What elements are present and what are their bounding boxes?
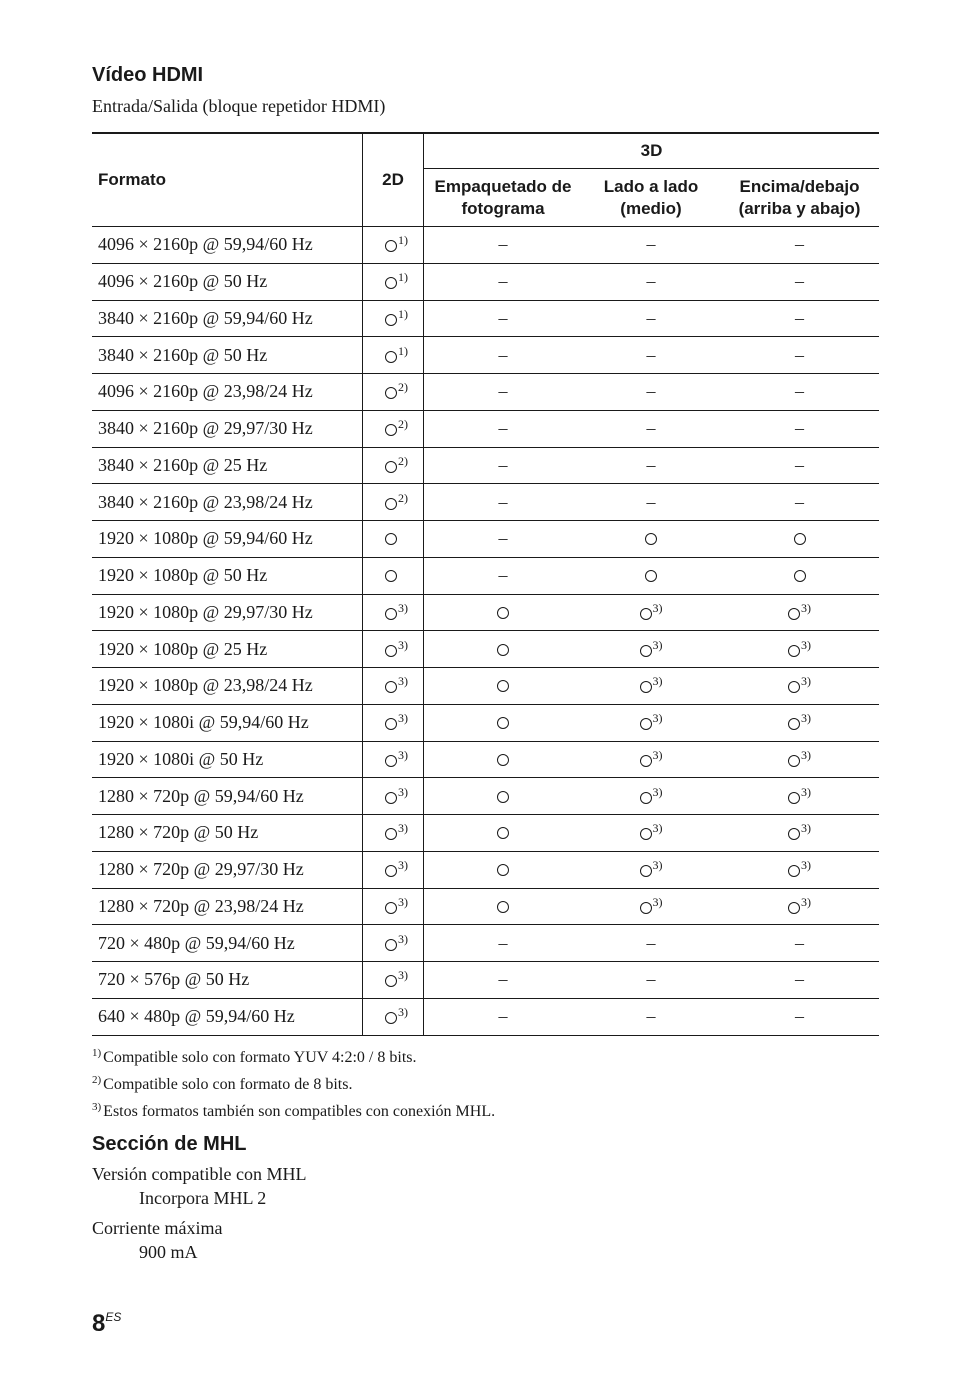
cell-format: 1920 × 1080p @ 25 Hz [92,631,363,668]
footnote-ref: 3) [801,674,811,689]
footnote-ref: 3) [652,858,663,873]
cell-top-bottom [720,925,879,962]
cell-format: 1280 × 720p @ 59,94/60 Hz [92,778,363,815]
cell-2d [363,668,424,705]
dash-mark: – [498,234,508,255]
cell-side-by-side [582,337,720,374]
circle-mark-icon [385,939,397,951]
circle-mark-icon [385,424,397,436]
circle-mark-icon [497,607,509,619]
circle-mark-icon [788,681,800,693]
footnote-ref: 3) [801,821,811,836]
dash-mark: – [646,307,656,328]
dash-mark: – [498,969,508,990]
circle-mark-icon [385,902,397,914]
cell-top-bottom [720,263,879,300]
dash-mark: – [498,307,508,328]
table-row [92,337,879,374]
cell-top-bottom [720,410,879,447]
page-language: ES [105,1310,122,1324]
cell-2d [363,410,424,447]
cell-frame-packing [424,300,583,337]
cell-frame-packing [424,410,583,447]
cell-format: 640 × 480p @ 59,94/60 Hz [92,998,363,1035]
footnote-ref: 3) [652,747,663,762]
cell-format: 1920 × 1080p @ 23,98/24 Hz [92,668,363,705]
circle-mark-icon [385,314,397,326]
cell-format: 3840 × 2160p @ 23,98/24 Hz [92,484,363,521]
cell-top-bottom [720,594,879,631]
cell-format: 720 × 480p @ 59,94/60 Hz [92,925,363,962]
footnote-ref: 3) [652,711,663,726]
cell-side-by-side [582,741,720,778]
table-row [92,594,879,631]
circle-mark-icon [385,792,397,804]
dash-mark: – [646,418,656,439]
circle-mark-icon [385,828,397,840]
section-subtitle: Entrada/Salida (bloque repetidor HDMI) [92,96,386,116]
dash-mark: – [646,932,656,953]
cell-top-bottom [720,374,879,411]
table-row [92,557,879,594]
footnote-text: Estos formatos también son compatibles con conexión MHL. [103,1103,496,1120]
circle-mark-icon [385,570,397,582]
table-row [92,925,879,962]
cell-frame-packing [424,668,583,705]
cell-2d [363,962,424,999]
dash-mark: – [498,454,508,475]
footnote-ref: 3) [801,637,811,652]
cell-top-bottom [720,668,879,705]
cell-2d [363,925,424,962]
footnote-ref: 3) [801,858,811,873]
cell-2d [363,484,424,521]
circle-mark-icon [497,864,509,876]
footnote-ref: 3) [652,784,663,799]
footnote-ref: 3) [801,600,811,615]
cell-2d [363,815,424,852]
dash-mark: – [498,1006,508,1027]
circle-mark-icon [497,680,509,692]
circle-mark-icon [788,645,800,657]
footnote-ref: 3) [652,674,663,689]
cell-top-bottom [720,521,879,558]
circle-mark-icon [788,902,800,914]
cell-format: 4096 × 2160p @ 59,94/60 Hz [92,227,363,264]
circle-mark-icon [788,828,800,840]
footnote-text: Compatible solo con formato de 8 bits. [103,1076,353,1093]
footnote-ref: 1) [398,306,408,321]
cell-frame-packing [424,521,583,558]
cell-frame-packing [424,631,583,668]
circle-mark-icon [385,351,397,363]
footnote-text: Compatible solo con formato YUV 4:2:0 / 8 bits. [103,1049,417,1066]
circle-mark-icon [385,277,397,289]
cell-top-bottom [720,557,879,594]
hdmi-format-table [92,132,879,1036]
cell-2d [363,631,424,668]
circle-mark-icon [788,608,800,620]
footnote-ref: 2) [398,453,408,468]
footnote-ref: 3) [398,784,408,799]
cell-top-bottom [720,447,879,484]
cell-top-bottom [720,851,879,888]
cell-top-bottom [720,704,879,741]
table-row [92,741,879,778]
footnote-ref: 3) [801,894,811,909]
spec-label-max-current: Corriente máxima [92,1218,223,1238]
table-row [92,300,879,337]
circle-mark-icon [385,718,397,730]
table-row [92,447,879,484]
cell-frame-packing [424,815,583,852]
circle-mark-icon [385,975,397,987]
circle-mark-icon [385,498,397,510]
dash-mark: – [498,381,508,402]
circle-mark-icon [497,717,509,729]
footnote-ref: 2) [398,417,408,432]
table-row [92,631,879,668]
header-side-by-side [582,169,720,227]
table-row [92,374,879,411]
header-top-bottom-line1: Encima/debajo [739,176,860,196]
circle-mark-icon [788,792,800,804]
dash-mark: – [498,418,508,439]
circle-mark-icon [794,533,806,545]
footnote-ref: 3) [801,747,811,762]
dash-mark: – [795,1006,804,1027]
circle-mark-icon [788,718,800,730]
cell-format: 1920 × 1080p @ 29,97/30 Hz [92,594,363,631]
circle-mark-icon [497,827,509,839]
circle-mark-icon [640,828,652,840]
dash-mark: – [795,344,804,365]
cell-2d [363,704,424,741]
circle-mark-icon [385,865,397,877]
circle-mark-icon [385,1012,397,1024]
cell-2d [363,888,424,925]
cell-side-by-side [582,668,720,705]
table-body [92,227,879,1036]
cell-2d [363,300,424,337]
cell-2d [363,741,424,778]
dash-mark: – [646,969,656,990]
footnote-ref: 3) [398,600,408,615]
cell-frame-packing [424,594,583,631]
circle-mark-icon [640,608,652,620]
circle-mark-icon [645,570,657,582]
footnote-2 [92,1069,495,1096]
cell-2d [363,227,424,264]
cell-top-bottom [720,815,879,852]
footnote-ref: 3) [398,1005,408,1020]
circle-mark-icon [788,755,800,767]
circle-mark-icon [497,644,509,656]
header-frame-packing [424,169,583,227]
cell-side-by-side [582,484,720,521]
cell-format: 1280 × 720p @ 23,98/24 Hz [92,888,363,925]
dash-mark: – [646,234,656,255]
footnote-ref: 3) [398,674,408,689]
table-row [92,998,879,1035]
header-top-bottom-line2: (arriba y abajo) [738,198,861,218]
spec-value-mhl-version: Incorpora MHL 2 [139,1188,267,1208]
footnotes [92,1042,495,1123]
header-side-by-side-line2: (medio) [620,198,682,218]
circle-mark-icon [497,901,509,913]
cell-format: 1920 × 1080p @ 59,94/60 Hz [92,521,363,558]
cell-frame-packing [424,962,583,999]
cell-top-bottom [720,631,879,668]
header-2d: 2D [363,133,424,227]
page-number-digit: 8 [92,1310,106,1337]
cell-format: 3840 × 2160p @ 59,94/60 Hz [92,300,363,337]
cell-format: 1920 × 1080p @ 50 Hz [92,557,363,594]
cell-side-by-side [582,851,720,888]
table-row [92,263,879,300]
circle-mark-icon [640,755,652,767]
circle-mark-icon [640,792,652,804]
dash-mark: – [646,344,656,365]
dash-mark: – [795,381,804,402]
circle-mark-icon [385,387,397,399]
cell-frame-packing [424,337,583,374]
dash-mark: – [498,344,508,365]
cell-side-by-side [582,410,720,447]
spec-value-max-current: 900 mA [139,1242,198,1262]
footnote-ref: 3) [652,637,663,652]
cell-2d [363,998,424,1035]
dash-mark: – [646,454,656,475]
footnote-ref: 3) [398,637,408,652]
dash-mark: – [498,932,508,953]
dash-mark: – [795,271,804,292]
dash-mark: – [498,271,508,292]
footnote-ref: 3) [398,894,408,909]
cell-2d [363,778,424,815]
footnote-ref: 3) [398,931,408,946]
circle-mark-icon [385,533,397,545]
footnote-ref: 3) [652,600,663,615]
dash-mark: – [498,491,508,512]
cell-frame-packing [424,227,583,264]
footnote-ref: 2) [398,490,408,505]
cell-side-by-side [582,263,720,300]
cell-side-by-side [582,521,720,558]
cell-frame-packing [424,484,583,521]
circle-mark-icon [497,791,509,803]
section-title-video-hdmi: Vídeo HDMI [92,64,204,86]
footnote-mark: 3) [92,1101,102,1113]
cell-frame-packing [424,851,583,888]
table-row [92,851,879,888]
circle-mark-icon [788,865,800,877]
footnote-ref: 1) [398,270,408,285]
footnote-1 [92,1042,495,1069]
table-row [92,888,879,925]
spec-label-mhl-version: Versión compatible con MHL [92,1164,307,1184]
cell-2d [363,521,424,558]
cell-side-by-side [582,631,720,668]
cell-side-by-side [582,447,720,484]
cell-side-by-side [582,925,720,962]
table-row [92,227,879,264]
footnote-ref: 3) [801,711,811,726]
table-row [92,410,879,447]
cell-top-bottom [720,484,879,521]
cell-format: 1920 × 1080i @ 59,94/60 Hz [92,704,363,741]
footnote-ref: 3) [652,894,663,909]
table-row [92,668,879,705]
circle-mark-icon [385,608,397,620]
page-number [92,1310,121,1338]
footnote-ref: 3) [398,711,408,726]
cell-side-by-side [582,778,720,815]
cell-2d [363,337,424,374]
cell-format: 1280 × 720p @ 29,97/30 Hz [92,851,363,888]
footnote-3 [92,1096,495,1123]
footnote-ref: 1) [398,233,408,248]
cell-format: 4096 × 2160p @ 23,98/24 Hz [92,374,363,411]
circle-mark-icon [794,570,806,582]
cell-side-by-side [582,815,720,852]
cell-side-by-side [582,594,720,631]
cell-format: 3840 × 2160p @ 50 Hz [92,337,363,374]
footnote-ref: 2) [398,380,408,395]
circle-mark-icon [640,865,652,877]
cell-frame-packing [424,447,583,484]
cell-top-bottom [720,998,879,1035]
cell-2d [363,374,424,411]
cell-frame-packing [424,925,583,962]
circle-mark-icon [497,754,509,766]
footnote-ref: 3) [398,747,408,762]
cell-frame-packing [424,888,583,925]
footnote-mark: 2) [92,1074,102,1086]
circle-mark-icon [385,645,397,657]
table-row [92,778,879,815]
cell-side-by-side [582,227,720,264]
table-row [92,704,879,741]
cell-side-by-side [582,300,720,337]
dash-mark: – [795,491,804,512]
cell-top-bottom [720,227,879,264]
circle-mark-icon [385,461,397,473]
dash-mark: – [646,491,656,512]
cell-top-bottom [720,300,879,337]
cell-2d [363,557,424,594]
cell-top-bottom [720,337,879,374]
cell-top-bottom [720,778,879,815]
circle-mark-icon [640,718,652,730]
cell-top-bottom [720,888,879,925]
section-title-mhl: Sección de MHL [92,1133,247,1155]
circle-mark-icon [640,681,652,693]
dash-mark: – [795,418,804,439]
footnote-mark: 1) [92,1047,102,1059]
cell-frame-packing [424,704,583,741]
cell-frame-packing [424,374,583,411]
cell-side-by-side [582,374,720,411]
footnote-ref: 3) [398,858,408,873]
footnote-ref: 3) [398,821,408,836]
cell-side-by-side [582,557,720,594]
dash-mark: – [646,1006,656,1027]
header-top-bottom [720,169,879,227]
cell-frame-packing [424,557,583,594]
cell-2d [363,594,424,631]
header-frame-packing-line2: fotograma [461,198,545,218]
dash-mark: – [498,528,508,549]
circle-mark-icon [385,681,397,693]
circle-mark-icon [640,902,652,914]
cell-format: 4096 × 2160p @ 50 Hz [92,263,363,300]
footnote-ref: 3) [801,784,811,799]
table-row [92,815,879,852]
cell-2d [363,447,424,484]
header-3d: 3D [424,133,880,169]
cell-top-bottom [720,741,879,778]
cell-side-by-side [582,704,720,741]
table-row [92,484,879,521]
dash-mark: – [795,969,804,990]
circle-mark-icon [645,533,657,545]
dash-mark: – [646,271,656,292]
cell-side-by-side [582,962,720,999]
footnote-ref: 3) [652,821,663,836]
dash-mark: – [646,381,656,402]
header-formato: Formato [92,133,363,227]
cell-format: 3840 × 2160p @ 29,97/30 Hz [92,410,363,447]
header-side-by-side-line1: Lado a lado [603,176,699,196]
cell-2d [363,263,424,300]
circle-mark-icon [385,755,397,767]
cell-format: 1280 × 720p @ 50 Hz [92,815,363,852]
cell-frame-packing [424,998,583,1035]
cell-side-by-side [582,888,720,925]
circle-mark-icon [385,240,397,252]
cell-top-bottom [720,962,879,999]
cell-frame-packing [424,741,583,778]
dash-mark: – [795,454,804,475]
cell-frame-packing [424,778,583,815]
table-row [92,521,879,558]
dash-mark: – [795,307,804,328]
footnote-ref: 3) [398,968,408,983]
cell-2d [363,851,424,888]
cell-format: 720 × 576p @ 50 Hz [92,962,363,999]
dash-mark: – [795,932,804,953]
cell-side-by-side [582,998,720,1035]
footnote-ref: 1) [398,343,408,358]
circle-mark-icon [640,645,652,657]
cell-format: 3840 × 2160p @ 25 Hz [92,447,363,484]
dash-mark: – [498,565,508,586]
table-row [92,962,879,999]
cell-format: 1920 × 1080i @ 50 Hz [92,741,363,778]
header-frame-packing-line1: Empaquetado de [434,176,572,196]
dash-mark: – [795,234,804,255]
cell-frame-packing [424,263,583,300]
